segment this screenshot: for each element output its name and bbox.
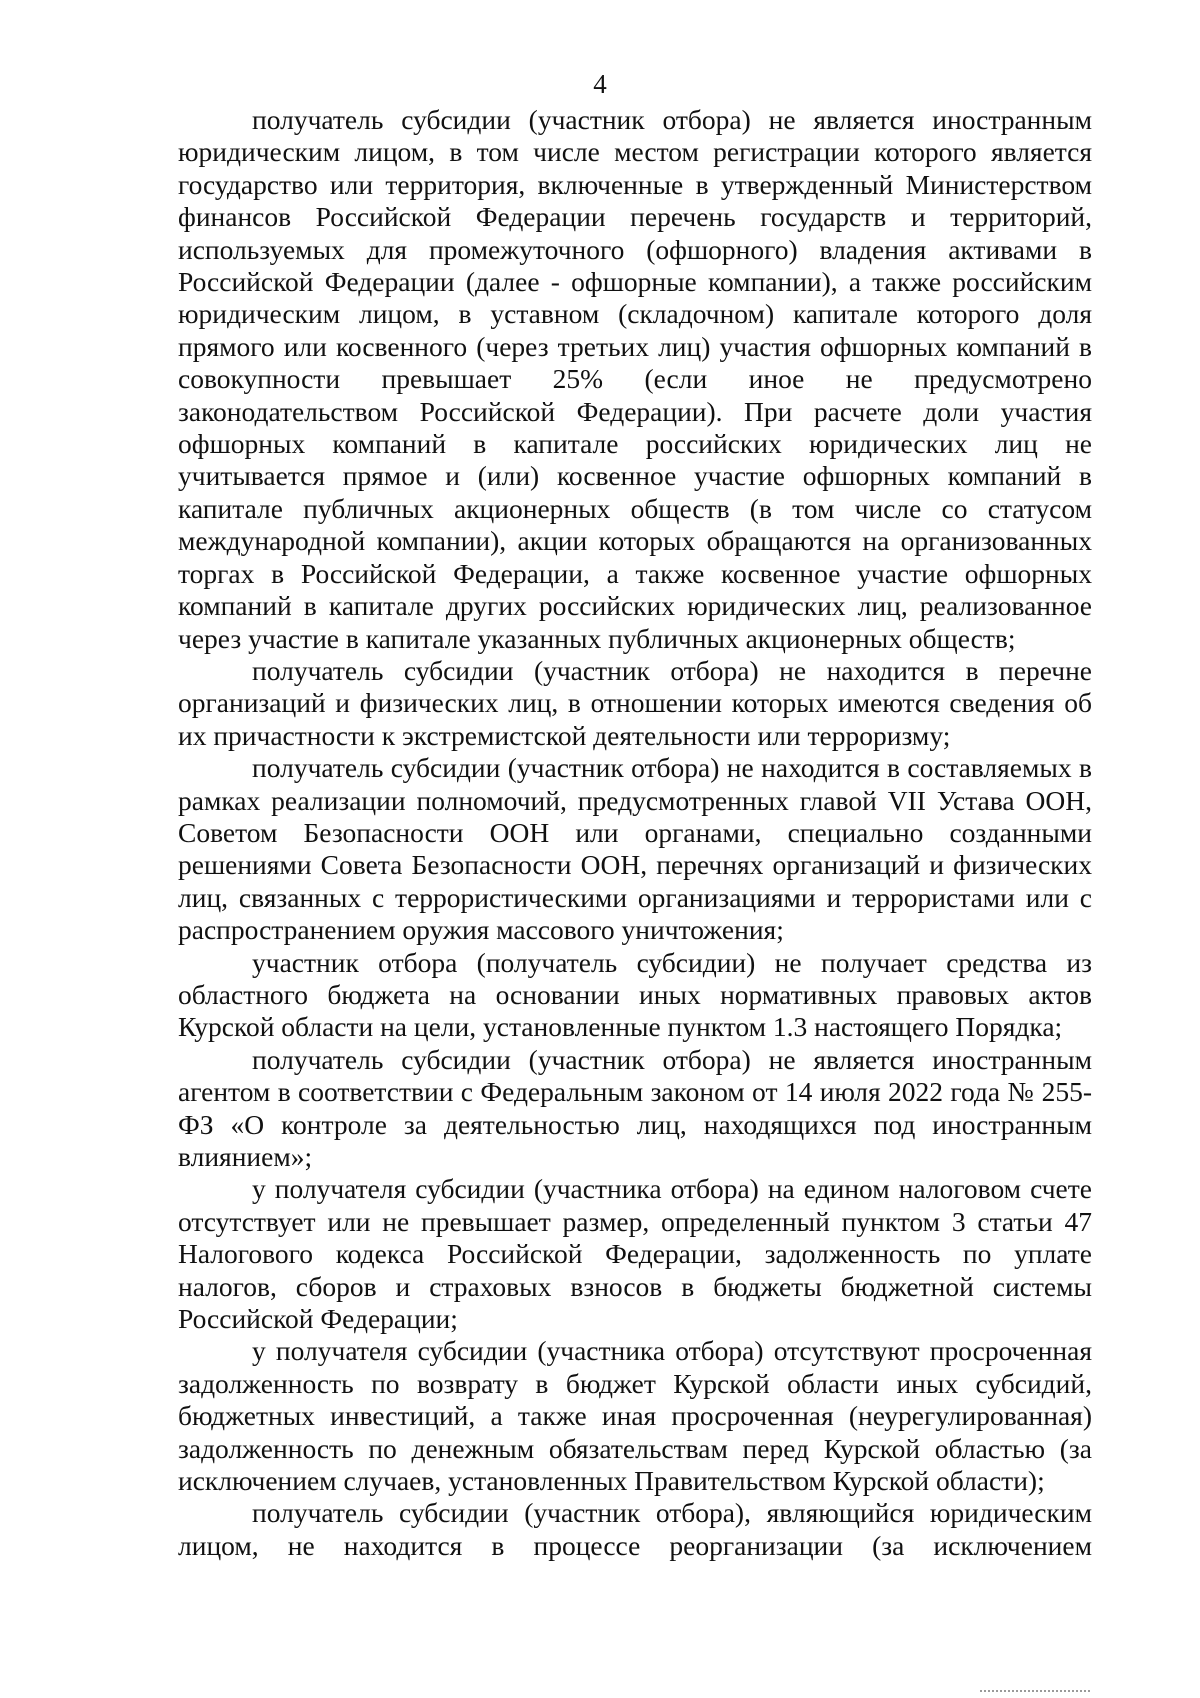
paragraph-tax-debt: у получателя субсидии (участника отбора) на едином налоговом счете отсутствует или не превышает размер, определенный пунктом 3 статьи 47 Налогового кодекса Российской Федерации, задолженность по уплате налогов, сборов и страховых взносов в бюджеты бюджетной системы Российской Федерации;: [178, 1173, 1092, 1335]
page-number: 4: [593, 69, 607, 99]
paragraph-foreign-agent: получатель субсидии (участник отбора) не является иностранным агентом в соответствии с Федеральным законом от 14 июля 2022 года № 255-ФЗ «О контроле за деятельностью лиц, находящихся под иностранным влиянием»;: [178, 1043, 1092, 1172]
scan-edge-mark: [980, 1690, 1090, 1694]
paragraph-other-budget-funds: участник отбора (получатель субсидии) не получает средства из областного бюджета на основании иных нормативных правовых актов Курской области на цели, установленные пунктом 1.3 настоящего Порядка;: [178, 946, 1092, 1043]
paragraph-offshore-companies: получатель субсидии (участник отбора) не является иностранным юридическим лицом, в том числе местом регистрации которого является государство или территория, включенные в утвержденный Министерством финансов Российской Федерации перечень государств и территорий, используемых для промежуточного (офшорного) владения активами в Российской Федерации (далее - офшорные компании), а также российским юридическим лицом, в уставном (складочном) капитале которого доля прямого или косвенного (через третьих лиц) участия офшорных компаний в совокупности превышает 25% (если иное не предусмотрено законодательством Российской Федерации). При расчете доли участия офшорных компаний в капитале российских юридических лиц не учитывается прямое и (или) косвенное участие офшорных компаний в капитале публичных акционерных обществ (в том числе со статусом международной компании), акции которых обращаются на организованных торгах в Российской Федерации, а также косвенное участие офшорных компаний в капитале других российских юридических лиц, реализованное через участие в капитале указанных публичных акционерных обществ;: [178, 104, 1092, 654]
paragraph-reorganization: получатель субсидии (участник отбора), являющийся юридическим лицом, не находится в процессе реорганизации (за исключением: [178, 1497, 1092, 1561]
paragraph-extremism-list: получатель субсидии (участник отбора) не находится в перечне организаций и физических лиц, в отношении которых имеются сведения об их причастности к экстремистской деятельности или терроризму;: [178, 654, 1092, 751]
document-body: [178, 104, 1092, 1562]
paragraph-un-sanctions-list: получатель субсидии (участник отбора) не находится в составляемых в рамках реализации полномочий, предусмотренных главой VII Устава ООН, Советом Безопасности ООН или органами, специально созданными решениями Совета Безопасности ООН, перечнях организаций и физических лиц, связанных с террористическими организациями и террористами или с распространением оружия массового уничтожения;: [178, 752, 1092, 946]
paragraph-overdue-debt: у получателя субсидии (участника отбора) отсутствуют просроченная задолженность по возврату в бюджет Курской области иных субсидий, бюджетных инвестиций, а также иная просроченная (неурегулированная) задолженность по денежным обязательствам перед Курской областью (за исключением случаев, установленных Правительством Курской области);: [178, 1335, 1092, 1497]
